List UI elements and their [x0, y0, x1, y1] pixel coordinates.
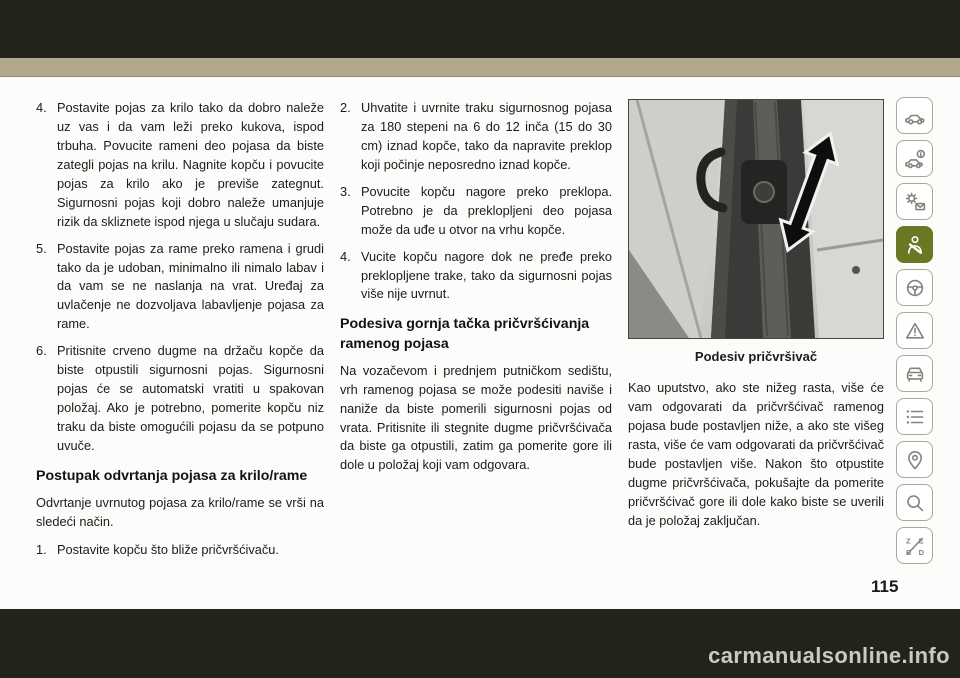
sidebar-item-servicing-maintenance[interactable] — [896, 355, 933, 392]
header-accent-bar — [0, 58, 960, 77]
watermark-text: carmanualsonline.info — [708, 643, 950, 668]
list-item — [36, 541, 324, 560]
list-number: 6. — [36, 343, 47, 359]
list-number: 1. — [36, 541, 47, 557]
list-text: Vucite kopču nagore dok ne pređe preko preklopljene trake, tako da sigurnosni pojas više nije uvrnut. — [361, 248, 612, 302]
sidebar-item-starting-operating[interactable] — [896, 269, 933, 306]
index-letters-icon — [903, 534, 927, 558]
sun-envelope-icon — [903, 190, 927, 214]
paragraph: Kao uputstvo, ako ste nižeg rasta, više će vam odgovarati da pričvršćivač ramenog pojasa bude postavljen niže, a ako ste višeg rasta, više će vam odgovarati da pričvršćivač bude postavljen više. Nakon što otpustite dugme pričvršćivača, pokušajte da pomerite pričvršćivač gore ili dole kako biste se uverili da je položaj zaključan. — [628, 380, 884, 528]
paragraph: Odvrtanje uvrnutog pojasa za krilo/rame se vrši na sledeći način. — [36, 495, 324, 529]
list-item — [36, 240, 324, 335]
figure-caption: Podesiv pričvršivač — [694, 349, 818, 364]
list-text: Postavite pojas za rame preko ramena i grudi tako da je udoban, minimalno ili nimalo labav i da vam se ne naslanja na vrat. Uređaj za uvlačenje ne dozvoljava labavljenje pojasa za rame. — [57, 240, 324, 332]
list-text: Postavite pojas za krilo tako da dobro naleže uz vas i da vam leži preko kukova, ispod trbuha. Povucite rameni deo pojasa da biste zategli pojas na krilu. Nagnite kopču i povucite pojas za krilo ako je previše zategnut. Sigurnosni pojas koji dobro naleže umanjuje rizik da skliznete ispod njega u slučaju sudara. — [57, 100, 324, 229]
sidebar-item-technical-data[interactable] — [896, 398, 933, 435]
list-item — [340, 248, 612, 305]
list-text: Povucite kopču nagore preko preklopa. Potrebno je da preklopljeni deo pojasa može da uđe u otvor na vrhu kopče. — [361, 183, 612, 237]
map-pin-icon — [903, 448, 927, 472]
list-text: Postavite kopču što bliže pričvršćivaču. — [57, 541, 279, 557]
car-rear-icon — [903, 362, 927, 386]
sidebar-item-instrument-panel[interactable] — [896, 183, 933, 220]
list-number: 5. — [36, 240, 47, 256]
chapter-icon-sidebar — [896, 97, 933, 564]
list-number: 4. — [36, 100, 47, 115]
sidebar-item-customer-assistance[interactable] — [896, 484, 933, 521]
sidebar-item-getting-to-know-vehicle[interactable] — [896, 140, 933, 177]
warning-triangle-icon — [903, 319, 927, 343]
svg-text:Z: Z — [905, 536, 911, 545]
top-dark-band — [0, 0, 960, 58]
list-item — [340, 99, 612, 175]
sidebar-item-multimedia[interactable] — [896, 441, 933, 478]
text-column-left — [36, 99, 324, 568]
sidebar-item-index[interactable] — [896, 527, 933, 564]
section-heading: Podesiva gornja tačka pričvršćivanja ramenog pojasa — [340, 316, 590, 352]
car-info-icon — [903, 147, 927, 171]
section-heading: Postupak odvrtanja pojasa za krilo/rame — [36, 467, 308, 484]
list-number: 2. — [340, 100, 351, 115]
page-number: 115 — [871, 577, 899, 596]
list-item — [36, 99, 324, 232]
list-number: 3. — [340, 183, 351, 199]
text-column-middle — [340, 99, 612, 484]
sidebar-item-safety[interactable] — [896, 226, 933, 263]
list-text: Pritisnite crveno dugme na držaču kopče da biste otpustili sigurnosni pojas. Sigurnosni pojas će se automatski vratiti u spakovan položaj. Ako je potrebno, pomerite kopču niz traku da biste omogućili pojasu da se potpuno uvuče. — [57, 343, 324, 453]
list-text: Uhvatite i uvrnite traku sigurnosnog pojasa za 180 stepeni na 6 do 12 inča (15 do 30 cm) iznad kopče, tako da napravite preklop koji počinje neposredno iznad kopče. — [361, 100, 612, 172]
steering-wheel-icon — [903, 276, 927, 300]
list-item — [340, 183, 612, 240]
svg-text:B: B — [905, 547, 911, 557]
seat-belt-pillar-illustration — [629, 100, 883, 338]
magnifier-icon — [903, 491, 927, 515]
car-side-icon — [903, 104, 927, 128]
sidebar-item-emergency[interactable] — [896, 312, 933, 349]
text-column-right — [628, 99, 884, 540]
paragraph: Na vozačevom i prednjem putničkom sedištu, vrh ramenog pojasa se može podesiti naviše i naniže da biste pomerili sigurnosni pojas od vrata. Pritisnite ili stegnite dugme pričvršćivača da biste ga otpustili, zatim ga pomerite gore ili dole u položaj koji vam odgovara. — [340, 362, 612, 473]
svg-text:D: D — [918, 547, 924, 557]
sidebar-item-introduction[interactable] — [896, 97, 933, 134]
seat-belt-person-icon — [903, 233, 927, 257]
seat-belt-adjuster-photo — [628, 99, 884, 339]
list-item — [36, 342, 324, 456]
list-number: 4. — [340, 248, 351, 264]
spec-list-icon — [903, 405, 927, 429]
svg-text:E: E — [918, 536, 924, 545]
